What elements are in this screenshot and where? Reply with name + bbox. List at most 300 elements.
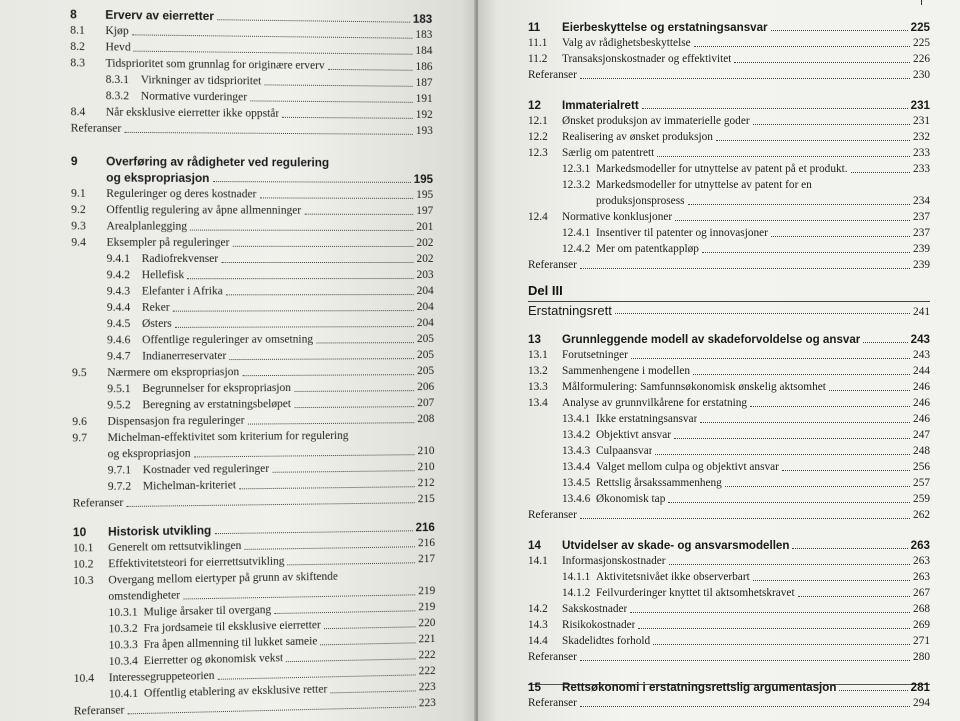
page-number: 263 — [913, 571, 930, 583]
leader-dots — [282, 117, 413, 119]
section-number: 9 — [70, 154, 78, 169]
entry-title: Realisering av ønsket produksjon — [562, 131, 713, 143]
page-number: 204 — [416, 317, 434, 330]
leader-dots — [194, 454, 415, 457]
section-number: 10.3 — [73, 574, 94, 588]
section-number: 9.7.2 — [107, 480, 132, 493]
page-number: 215 — [417, 492, 435, 506]
page-number: 247 — [913, 429, 930, 441]
page-number: 268 — [913, 603, 930, 615]
left-page — [0, 0, 476, 721]
leader-dots — [134, 51, 413, 55]
toc-entry-row — [528, 426, 930, 442]
leader-dots — [630, 612, 910, 613]
part-title: Erstatningsrett — [528, 303, 612, 318]
leader-dots — [750, 406, 910, 407]
section-number: 13.4.4 — [562, 461, 591, 473]
leader-dots — [214, 530, 412, 534]
section-number: 12.3.1 — [562, 163, 591, 175]
section-number: 11.1 — [528, 37, 548, 49]
toc-entry-row — [528, 34, 930, 50]
entry-title: Generelt om rettsutviklingen — [108, 539, 242, 555]
entry-title: Culpaansvar — [596, 445, 653, 457]
entry-title: produksjonsprosess — [596, 195, 685, 207]
section-number: 12 — [528, 99, 541, 112]
page-number: 246 — [913, 413, 930, 425]
toc-entry-row — [72, 282, 434, 299]
leader-dots — [304, 214, 413, 215]
toc-entry-row — [528, 176, 930, 192]
section-number: 13.4.1 — [562, 413, 591, 425]
entry-title: Informasjonskostnader — [562, 555, 666, 567]
page-number: 225 — [913, 37, 930, 49]
entry-title: Eierbeskyttelse og erstatningsansvar — [562, 21, 768, 34]
leader-dots — [212, 181, 410, 183]
toc-entry-row — [528, 208, 930, 224]
toc-chapter-row — [528, 536, 930, 552]
page-number: 220 — [418, 616, 436, 630]
leader-dots — [264, 84, 412, 86]
leader-dots — [653, 644, 910, 645]
toc-chapter-row — [528, 678, 930, 694]
page-number: 243 — [910, 333, 930, 346]
leader-dots — [274, 610, 415, 614]
section-number: 12.4 — [528, 211, 548, 223]
toc-entry-row — [528, 442, 930, 458]
page-number: 202 — [416, 236, 434, 249]
entry-title: Reguleringer og deres kostnader — [106, 187, 257, 201]
section-number: 10.4.1 — [108, 687, 139, 701]
entry-title: Effektivitetsteori for eierrettsutvikling — [108, 555, 285, 571]
entry-title: Referanser — [528, 69, 577, 81]
entry-title: Nærmere om ekspropriasjon — [107, 366, 240, 380]
entry-title: Overføring av rådigheter ved regulering — [106, 155, 330, 170]
entry-title: Eksempler på reguleringer — [106, 236, 230, 249]
section-number: 14.1.2 — [562, 587, 591, 599]
section-number: 10.1 — [72, 542, 94, 555]
toc-entry-row — [71, 201, 433, 218]
page-number: 222 — [418, 664, 436, 678]
entry-title: Økonomisk tap — [596, 493, 666, 505]
page-number: 269 — [913, 619, 930, 631]
section-number: 13.4.6 — [562, 493, 591, 505]
entry-title: Sammenhengene i modellen — [562, 365, 690, 377]
page-number: 234 — [913, 195, 930, 207]
entry-title: Fra åpen allmenning til lukket sameie — [143, 635, 318, 651]
entry-title: Eierretter og økonomisk vekst — [143, 652, 284, 668]
section-number: 9.4.2 — [106, 269, 131, 282]
toc-entry-row — [72, 298, 434, 315]
toc-left-column — [70, 5, 436, 719]
entry-title: Hellefisk — [141, 269, 185, 282]
leader-dots — [674, 438, 910, 439]
page-number: 231 — [913, 115, 930, 127]
leader-dots — [688, 204, 911, 205]
section-number: 12.4.2 — [562, 243, 591, 255]
section-number: 9.6 — [72, 415, 87, 429]
entry-title: Beregning av erstatningsbeløpet — [142, 398, 292, 412]
entry-title: og ekspropriasjon — [107, 447, 191, 461]
entry-title: Offentlig etablering av eksklusive retter — [143, 683, 328, 700]
entry-title: Erverv av eierretter — [105, 8, 214, 24]
page-number: 263 — [910, 539, 930, 552]
leader-dots — [294, 406, 414, 408]
toc-right-column — [528, 18, 930, 718]
toc-chapter-row — [528, 96, 930, 112]
leader-dots — [716, 140, 910, 141]
toc-entry-row — [528, 378, 930, 394]
leader-dots — [725, 486, 910, 487]
section-number: 14.1.1 — [562, 571, 591, 583]
page-number: 232 — [913, 131, 930, 143]
toc-entry-row — [528, 144, 930, 160]
page-number: 294 — [913, 697, 930, 709]
entry-title: Referanser — [72, 496, 124, 510]
section-number: 9.4.5 — [106, 317, 131, 331]
section-number: 9.4.7 — [107, 350, 131, 363]
section-number: 8.3.2 — [105, 90, 130, 103]
page-number: 244 — [913, 365, 930, 377]
entry-title: Kjøp — [105, 24, 129, 38]
entry-title: Fra jordsameie til eksklusive eierretter — [143, 619, 321, 635]
page-number: 256 — [913, 461, 930, 473]
leader-dots — [669, 564, 911, 565]
page-number: 248 — [913, 445, 930, 457]
part-label: Del III — [528, 283, 563, 298]
section-number: 8.4 — [70, 105, 86, 119]
toc-chapter-row — [528, 18, 930, 34]
leader-dots — [328, 69, 413, 71]
toc-references-row — [528, 66, 930, 82]
entry-title: Utvidelser av skade- og ansvarsmodellen — [562, 539, 790, 552]
leader-dots — [221, 262, 413, 263]
page-number: 281 — [910, 681, 930, 694]
section-number: 9.4 — [71, 236, 86, 249]
leader-dots — [798, 596, 910, 597]
leader-dots — [829, 390, 910, 391]
section-number: 8.1 — [70, 24, 85, 37]
section-number: 8.2 — [70, 40, 85, 54]
toc-entry-row — [528, 346, 930, 362]
page-number: 267 — [913, 587, 930, 599]
page-number: 259 — [913, 493, 930, 505]
toc-entry-row — [528, 552, 930, 568]
entry-title: Ønsket produksjon av immaterielle goder — [562, 115, 750, 127]
page-number: 246 — [913, 381, 930, 393]
page-number: 216 — [415, 520, 435, 535]
page-number: 237 — [913, 211, 930, 223]
leader-dots — [239, 486, 415, 489]
toc-entry-row — [528, 632, 930, 648]
section-number: 12.3 — [528, 147, 548, 159]
section-number: 11.2 — [528, 53, 548, 65]
page-number: 207 — [417, 396, 435, 410]
section-number: 9.7.1 — [107, 464, 132, 477]
entry-title: Når eksklusive eierretter ikke oppstår — [105, 106, 280, 120]
part-page-number: 241 — [913, 306, 930, 318]
toc-entry-row — [528, 394, 930, 410]
entry-title: Dispensasjon fra reguleringer — [107, 414, 245, 428]
page-number: 192 — [415, 108, 433, 121]
entry-title: Aktivitetsnivået ikke observerbart — [596, 571, 750, 583]
entry-title: Referanser — [528, 697, 577, 709]
entry-title: Risikokostnader — [562, 619, 636, 631]
leader-dots — [190, 230, 413, 231]
toc-entry-row — [528, 160, 930, 176]
section-number: 10.3.2 — [108, 622, 138, 636]
section-number: 10.3.1 — [108, 606, 138, 620]
leader-dots — [324, 626, 416, 629]
toc-entry-row — [528, 410, 930, 426]
section-number: 9.7 — [72, 432, 88, 445]
entry-title: Referanser — [73, 704, 125, 718]
entry-title: Offentlige reguleringer av omsetning — [142, 333, 314, 347]
entry-title: Rettsøkonomi i erstatningsrettslig argumentasjon — [562, 681, 837, 694]
section-number: 9.2 — [71, 203, 86, 217]
leader-dots — [286, 658, 415, 662]
page-number: 225 — [910, 21, 930, 34]
toc-entry-row — [71, 266, 433, 282]
page-number: 204 — [416, 284, 434, 298]
page-number: 280 — [913, 651, 930, 663]
page-number: 206 — [417, 380, 435, 394]
page-number: 205 — [417, 364, 435, 378]
leader-dots — [631, 358, 910, 359]
toc-entry-row — [71, 250, 433, 266]
leader-dots — [580, 78, 910, 79]
entry-title: Virkninger av tidsprioritet — [140, 74, 262, 88]
entry-title: og ekspropriasjon — [106, 171, 210, 186]
leader-dots — [126, 502, 414, 507]
section-number: 8 — [70, 8, 77, 22]
leader-dots — [700, 422, 910, 423]
page-number: 183 — [415, 28, 433, 41]
page-number: 237 — [913, 227, 930, 239]
leader-dots — [242, 374, 414, 376]
toc-entry-row — [528, 458, 930, 474]
toc-references-row — [71, 119, 433, 138]
entry-title: Målformulering: Samfunnsøkonomisk ønskelig aktsomhet — [562, 381, 826, 393]
page-number: 197 — [416, 204, 434, 217]
section-number: 13.4.2 — [562, 429, 591, 441]
leader-dots — [771, 30, 908, 31]
leader-dots — [124, 132, 412, 135]
section-number: 14 — [528, 539, 541, 552]
page-number: 202 — [416, 252, 434, 266]
entry-title: Markedsmodeller for utnyttelse av patent på et produkt. — [596, 163, 848, 175]
page-number: 195 — [413, 172, 434, 186]
leader-dots — [294, 390, 414, 392]
entry-title: Referanser — [528, 509, 577, 521]
toc-entry-row — [528, 224, 930, 240]
page-number: 201 — [416, 220, 434, 233]
page-number: 208 — [417, 412, 435, 426]
entry-title: Offentlig regulering av åpne allmenninger — [106, 203, 302, 217]
section-number: 9.4.3 — [106, 285, 131, 298]
leader-dots — [638, 628, 910, 629]
page-number: 191 — [415, 92, 433, 105]
page-number: 205 — [417, 349, 435, 362]
leader-dots — [580, 268, 910, 269]
toc-entry-row — [71, 233, 433, 250]
leader-dots — [642, 108, 908, 109]
leader-dots — [580, 660, 910, 661]
leader-dots — [233, 246, 414, 247]
entry-title: Michelman-effektivitet som kriterium for regulering — [107, 429, 349, 445]
page-number: 221 — [418, 632, 436, 646]
toc-references-row — [528, 694, 930, 710]
section-number: 12.2 — [528, 131, 548, 143]
page-number: 243 — [913, 349, 930, 361]
page-number: 210 — [417, 460, 435, 474]
part-title-row — [528, 300, 930, 318]
page-number: 210 — [417, 444, 435, 458]
leader-dots — [330, 690, 416, 693]
page-number: 216 — [417, 536, 435, 550]
page-number: 233 — [913, 163, 930, 175]
toc-references-row — [528, 256, 930, 272]
toc-entry-row — [528, 128, 930, 144]
entry-title: Skadelidtes forhold — [562, 635, 651, 647]
leader-dots — [657, 156, 910, 157]
leader-dots — [668, 502, 910, 503]
section-number: 13 — [528, 333, 541, 346]
entry-title: Analyse av grunnvilkårene for erstatning — [562, 397, 748, 409]
toc-entry-row — [528, 362, 930, 378]
section-number: 13.2 — [528, 365, 548, 377]
page-number: 219 — [418, 584, 436, 598]
entry-title: Overgang mellom eiertyper på grunn av skiftende — [108, 570, 338, 587]
entry-title: Markedsmodeller for utnyttelse av patent for en — [596, 179, 812, 191]
entry-title: Hevd — [105, 41, 131, 54]
section-number: 9.5.1 — [107, 382, 131, 396]
entry-title: Radiofrekvenser — [141, 252, 219, 266]
entry-title: Feilvurderinger knyttet til aktsomhetskravet — [596, 587, 795, 599]
page-number: 246 — [913, 397, 930, 409]
entry-title: Normative konklusjoner — [562, 211, 673, 223]
page-number: 222 — [418, 648, 436, 662]
page-number: 262 — [913, 509, 930, 521]
section-number: 10.4 — [73, 672, 95, 686]
section-number: 14.4 — [528, 635, 548, 647]
entry-title: Objektivt ansvar — [596, 429, 671, 441]
entry-title: Transaksjonskostnader og effektivitet — [562, 53, 732, 65]
entry-title: Kostnader ved reguleringer — [142, 462, 270, 477]
leader-dots — [615, 313, 910, 314]
section-number: 9.4.6 — [106, 334, 131, 347]
leader-dots — [244, 546, 415, 550]
toc-entry-row — [528, 240, 930, 256]
entry-title: Michelman-kriteriet — [142, 479, 237, 493]
page-number: 193 — [415, 124, 433, 137]
leader-dots — [173, 310, 414, 312]
entry-title: Valg av rådighetsbeskyttelse — [562, 37, 691, 49]
entry-title: Rettslig årsakssammenheng — [596, 477, 722, 489]
entry-title: Særlig om patentrett — [562, 147, 655, 159]
section-number: 13.4.3 — [562, 445, 591, 457]
entry-title: Insentiver til patenter og innovasjoner — [596, 227, 768, 239]
entry-title: Interessegruppeteorien — [108, 669, 215, 685]
page-number: 203 — [416, 268, 434, 282]
toc-entry-row — [71, 217, 433, 234]
toc-entry-row — [528, 474, 930, 490]
section-number: 12.4.1 — [562, 227, 591, 239]
leader-dots — [782, 470, 910, 471]
page-number: 183 — [412, 12, 433, 26]
entry-title: Sakskostnader — [562, 603, 628, 615]
leader-dots — [851, 172, 910, 173]
entry-title: Indianerreservater — [142, 349, 227, 363]
leader-dots — [175, 326, 414, 328]
section-number: 10.2 — [73, 558, 94, 571]
leader-dots — [694, 46, 910, 47]
entry-title: Arealplanlegging — [106, 220, 188, 233]
leader-dots — [675, 220, 910, 221]
section-number: 9.5.2 — [107, 399, 131, 412]
page-number: 230 — [913, 69, 930, 81]
page-number: 226 — [913, 53, 930, 65]
toc-chapter-row — [71, 152, 433, 170]
toc-chapter-row — [71, 168, 433, 186]
section-number: 15 — [528, 681, 541, 694]
page-number: 257 — [913, 477, 930, 489]
section-number: 9.3 — [71, 220, 86, 233]
leader-dots — [229, 358, 414, 360]
entry-title: Immaterialrett — [562, 99, 639, 112]
entry-title: Normative vurderinger — [140, 90, 248, 104]
page-number: 263 — [913, 555, 930, 567]
leader-dots — [693, 374, 910, 375]
leader-dots — [839, 690, 907, 691]
section-number: 10.3.4 — [108, 655, 138, 668]
page-number: 239 — [913, 259, 930, 271]
page-number: 204 — [416, 300, 434, 314]
toc-references-row — [528, 648, 930, 664]
entry-title: Valget mellom culpa og objektivt ansvar — [596, 461, 779, 473]
toc-entry-row — [528, 490, 930, 506]
leader-dots — [655, 454, 910, 455]
section-number: 8.3.1 — [105, 73, 129, 87]
leader-dots — [128, 706, 416, 714]
entry-title: omstendigheter — [108, 589, 181, 603]
page-number: 212 — [417, 476, 435, 490]
entry-title: Referanser — [528, 651, 577, 663]
toc-entry-row — [528, 584, 930, 600]
page-number: 223 — [418, 696, 436, 710]
entry-title: Tidsprioritet som grunnlag for originære erverv — [105, 57, 325, 72]
toc-entry-row — [72, 330, 434, 348]
page-number: 195 — [416, 188, 434, 201]
leader-dots — [792, 548, 907, 549]
section-number: 12.3.2 — [562, 179, 591, 191]
page-number: 233 — [913, 147, 930, 159]
toc-chapter-row — [528, 330, 930, 346]
page-number: 187 — [415, 76, 433, 89]
toc-entry-row — [528, 192, 930, 208]
leader-dots — [259, 197, 413, 199]
toc-entry-row — [528, 568, 930, 584]
section-number: 12.1 — [528, 115, 548, 127]
toc-references-row — [528, 506, 930, 522]
section-number: 13.3 — [528, 381, 548, 393]
section-number: 13.4.5 — [562, 477, 591, 489]
leader-dots — [580, 518, 910, 519]
toc-references-row — [73, 490, 435, 511]
top-edge-mark — [921, 0, 922, 5]
section-number: 9.1 — [71, 187, 86, 200]
section-number: 10.3.3 — [108, 638, 138, 652]
entry-title: Reker — [141, 301, 170, 314]
